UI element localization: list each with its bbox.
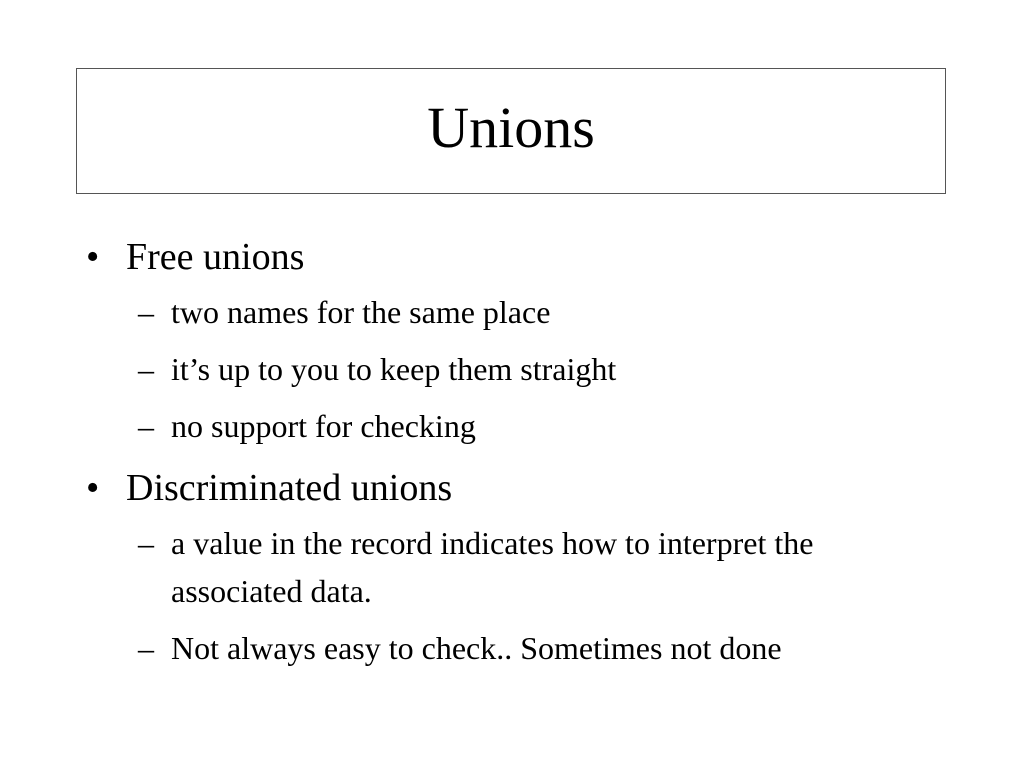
- bullet-marker: •: [86, 236, 100, 278]
- dash-marker: –: [138, 408, 154, 444]
- sub-item: [86, 345, 966, 393]
- sub-item-text: two names for the same place: [171, 294, 551, 330]
- sub-item: [86, 402, 966, 450]
- sub-item-text: Not always easy to check.. Sometimes not done: [171, 630, 782, 666]
- bullet-text: Free unions: [126, 236, 305, 278]
- dash-marker: –: [138, 351, 154, 387]
- dash-marker: –: [138, 630, 154, 666]
- title-box: [76, 68, 946, 194]
- sub-item-text: a value in the record indicates how to interpret the associated data.: [171, 525, 814, 609]
- slide-body: [86, 232, 966, 681]
- sub-item: [86, 288, 966, 336]
- bullet-item-free-unions: [86, 232, 966, 282]
- sub-item: [86, 624, 966, 672]
- sub-item-text: no support for checking: [171, 408, 476, 444]
- sub-item-text: it’s up to you to keep them straight: [171, 351, 617, 387]
- dash-marker: –: [138, 525, 154, 561]
- bullet-text: Discriminated unions: [126, 467, 453, 509]
- dash-marker: –: [138, 294, 154, 330]
- slide-title: Unions: [427, 95, 595, 160]
- bullet-item-discriminated-unions: [86, 463, 966, 513]
- bullet-marker: •: [86, 467, 100, 509]
- sub-list-free-unions: [86, 288, 966, 450]
- sub-item: [86, 519, 966, 615]
- sub-list-discriminated-unions: [86, 519, 966, 672]
